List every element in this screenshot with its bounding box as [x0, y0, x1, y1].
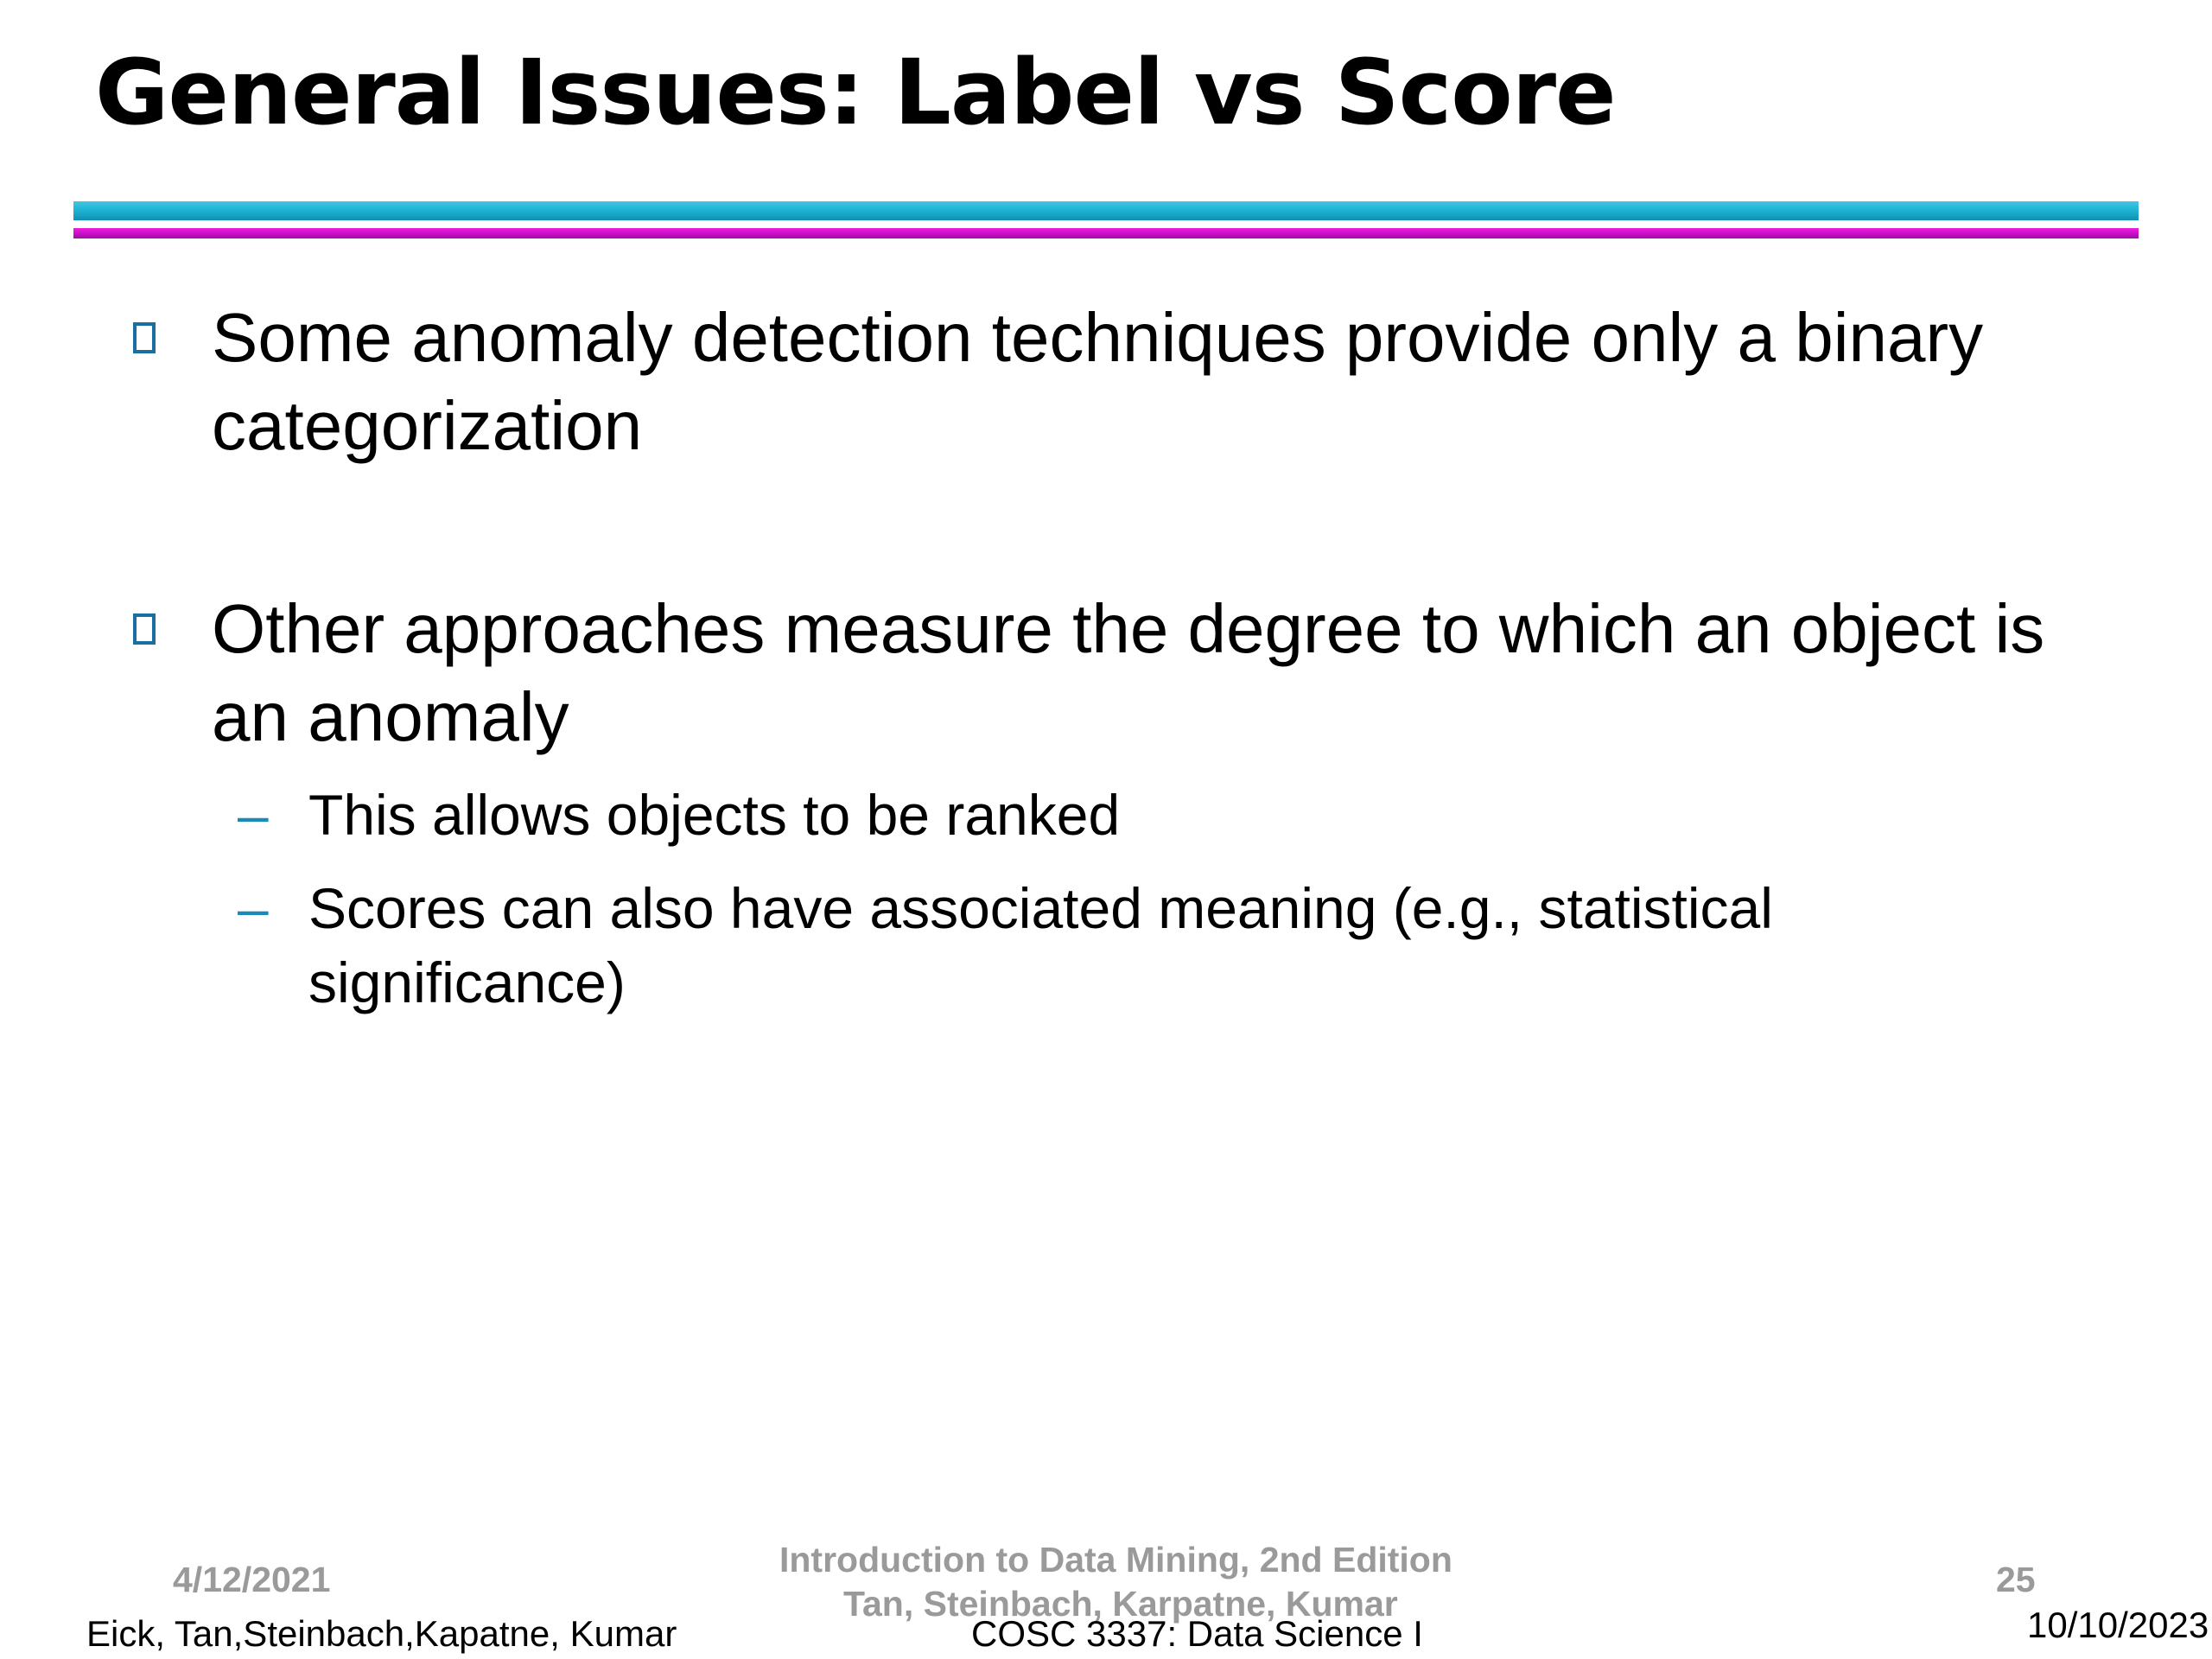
bullet-text: Other approaches measure the degree to which an object is an anomaly — [212, 590, 2045, 755]
sub-bullet-text: This allows objects to be ranked — [308, 783, 1121, 847]
sub-bullet-text: Scores can also have associated meaning (e.g., statistical significance) — [308, 876, 1773, 1014]
dash-bullet-icon: – — [238, 784, 269, 846]
footer-book-authors: Tan, Steinbach, Karpatne, Kumar — [843, 1584, 1398, 1624]
title-divider-cyan — [73, 201, 2139, 220]
footer-course-date: 10/10/2023 — [2027, 1605, 2209, 1645]
square-bullet-icon — [133, 322, 156, 353]
footer-page-number: 25 — [1996, 1560, 2036, 1599]
footer-course-name: COSC 3337: Data Science I — [971, 1613, 1423, 1654]
bullet-text: Some anomaly detection techniques provide only a binary categorization — [212, 299, 1984, 464]
dash-bullet-icon: – — [238, 877, 269, 939]
footer-course-authors: Eick, Tan,Steinbach,Kapatne, Kumar — [86, 1613, 677, 1654]
square-bullet-icon — [133, 613, 156, 645]
footer-date: 4/12/2021 — [173, 1560, 331, 1599]
title-divider-magenta — [73, 228, 2139, 238]
footer-book-title: Introduction to Data Mining, 2nd Edition — [779, 1540, 1452, 1580]
slide-title: General Issues: Label vs Score — [95, 40, 1616, 145]
